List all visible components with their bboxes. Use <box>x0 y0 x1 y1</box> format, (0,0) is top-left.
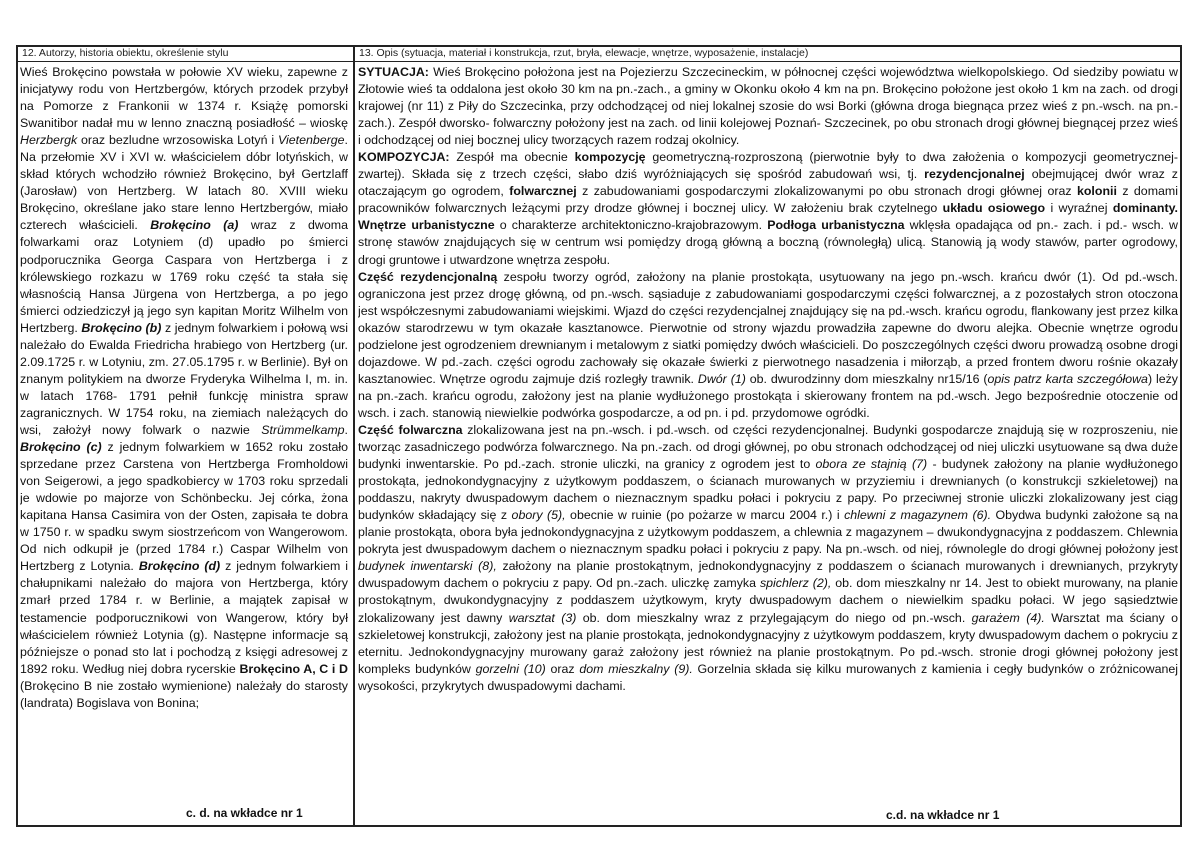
column-divider <box>353 45 355 827</box>
left-continuation-note: c. d. na wkładce nr 1 <box>186 806 303 820</box>
right-continuation-note: c.d. na wkładce nr 1 <box>886 808 1000 822</box>
farm-part-paragraph: Część folwarczna zlokalizowana jest na pn.-wsch. i pd.-wsch. od części rezydencjonalnej. Budynki gospodarcze znajdują się w rozproszeniu, nie tworząc zasadniczego podwórza folwarcznego. Na pn.-zach. od drogi głównej, po obu stronach odchodzącej od niej uliczki usytuowane są dwa duże budynki inwentarskie. Po pd.-zach. stronie uliczki, na granicy z ogrodem jest to obora ze stajnią (7) - budynek założony na planie wydłużonego prostokąta, jednokondygnacyjny z użytkowym poddaszem, o ścianach murowanych w przyziemiu i drewnianych (o konstrukcji szkieletowej) na poddaszu, nakryty dwuspadowym dachem o nieznacznym spadku połaci i pokryciu z papy. Po przeciwnej stronie uliczki zlokalizowany jest ciąg budynków składający się z obory (5), obecnie w ruinie (po pożarze w marcu 2004 r.) i chlewni z magazynem (6). Obydwa budynki założone są na planie prostokąta, obora była jednokondygnacyjna z użytkowym poddaszem, a chlewnia z magazynem – dwukondygnacyjna z poddaszem. Chlewnia pokryta jest dwuspadowym dachem o nieznacznym spadku połaci i pokryciu z papy. Na pn.-wsch. od niej, równolegle do drogi głównej położony jest budynek inwentarski (8), założony na planie prostokątnym, jednokondygnacyjny z poddaszem o ścianach murowanych i drewnianych, przykryty dwuspadowym dachem o pokryciu z papy. Od pn.-zach. uliczkę zamyka spichlerz (2), ob. dom mieszkalny nr 14. Jest to obiekt murowany, na planie prostokątnym, dwukondygnacyjny z poddaszem użytkowym, kryty dwuspadowym dachem o niewielkim spadku połaci. W jego sąsiedztwie zlokalizowany jest dawny warsztat (3) ob. dom mieszkalny wraz z przylegającym do niego od pn.-wsch. garażem (4). Warsztat ma ściany o szkieletowej konstrukcji, założony jest na planie prostokąta, jednokondygnacyjny z użytkowym poddaszem, kryty dwuspadowym dachem o pokryciu z eternitu. Jednokondygnacyjny murowany garaż założony jest również na planie prostokątnym. Po pd.-wsch. stronie drogi głównej położony jest kompleks budynków gorzelni (10) oraz dom mieszkalny (9). Gorzelnia składa się kilku murowanych z kamienia i cegły budynków o zróżnicowanej wysokości, przykrytych dwuspadowymi dachami. <box>358 422 1178 693</box>
history-text-column <box>20 64 348 808</box>
left-section-header: 12. Autorzy, historia obiektu, określenie stylu <box>22 47 229 59</box>
right-section-header: 13. Opis (sytuacja, materiał i konstrukcja, rzut, bryła, elewacje, wnętrze, wyposażenie, instalacje) <box>359 47 809 59</box>
right-header-rule <box>355 61 1180 62</box>
situation-paragraph: SYTUACJA: Wieś Brokęcino położona jest na Pojezierzu Szczecineckim, w północnej części województwa wielkopolskiego. Od siedziby powiatu w Złotowie wieś ta oddalona jest około 30 km na pn.-zach., a gminy w Okonku około 4 km na pn. Brokęcino położone jest około 1 km na zach. od drogi krajowej (nr 11) z Piły do Szczecinka, przy odchodzącej od niej lokalnej szosie do wsi Borki (główna droga biegnąca przez wieś z pn.-wsch. na pn.-zach.). Zespół dworsko- folwarczny położony jest na zach. od linii kolejowej Poznań- Szczecinek, po obu stronach drogi głównej biegnącej przez wieś i odchodzącej od niej bocznej ulicy tworzących razem rodzaj okolnicy. <box>358 65 1178 148</box>
residential-part-paragraph: Część rezydencjonalną zespołu tworzy ogród, założony na planie prostokąta, usytuowany na jego pn.-wsch. krańcu dwór (1). Od pd.-wsch. ograniczona jest przez drogę główną, od pn.-wsch. sąsiaduje z zabudowaniami gospodarczymi części folwarcznej, a z pozostałych stron otoczona jest współczesnymi zabudowaniami wiejskimi. Wjazd do części rezydencjalnej znajdujący się na pd.-wsch. krańcu ogrodu, flankowany jest przez kilka okazów starodrzewu w tym okazałe kasztanowce. Pierwotnie od strony wjazdu prowadziła zapewne do dworu alejka. Obecnie wnętrze ogrodu podzielone jest ogrodzeniem drewnianym i metalowym z siatki pomiędzy dwóch właścicieli. Do poszczególnych części dworu prowadzą osobne drogi dojazdowe. W pd.-zach. części ogrodu zachowały się okazałe świerki z pierwotnego nasadzenia i miłorząb, a przed frontem dworu rośnie okazały kasztanowiec. Wnętrze ogrodu zajmuje dziś rozległy trawnik. Dwór (1) ob. dwurodzinny dom mieszkalny nr15/16 (opis patrz karta szczegółowa) leży na pn.-zach. krańcu ogrodu, założony jest na planie wydłużonego prostokąta i skierowany frontem na pd.-wsch. Jego bezpośrednie otoczenie od wsch. i zach. stanowią niewielkie podwórka gospodarcze, a od pn. i pd. przydomowe ogródki. <box>358 269 1178 420</box>
description-text-column <box>358 64 1178 808</box>
left-header-rule <box>18 61 353 62</box>
history-paragraph: Wieś Brokęcino powstała w połowie XV wieku, zapewne z inicjatywy rodu von Hertzbergów, których przodek przybył na Pomorze z Frankonii w 1374 r. Książę pomorski Swanitibor nadał mu w lenno znaczną posiadłość – wioskę Herzbergk oraz bezludne wrzosowiska Lotyń i Vietenberge. Na przełomie XV i XVI w. właścicielem dóbr lotyńskich, w skład których wchodziło również Brokęcino, był Gertzlaff (Jarosław) von Hertzberg. W latach 80. XVIII wieku Brokęcino, określane jako stare lenno Hertzbergów, miało czterech właścicieli. Brokęcino (a) wraz z dwoma folwarkami oraz Lotyniem (d) upadło po śmierci podporucznika Georga Caspara von Hertzberga i z królewskiego rozkazu w 1769 roku część ta stała się własnością Hansa Jürgena von Hertzberga, a po jego śmierci odziedziczył ją jego syn kapitan Moritz Wilhelm von Hertzberg. Brokęcino (b) z jednym folwarkiem i połową wsi należało do Ewalda Friedricha hrabiego von Hertzberg (ur. 2.09.1725 r. w Lotyniu, zm. 27.05.1795 r. w Berlinie). Był on znanym politykiem na dworze Fryderyka Wilhelma I, m. in. w latach 1768- 1791 pełnił funkcję ministra spraw zagranicznych. W 1754 roku, na ziemiach należących do wsi, założył nowy folwark o nazwie Strümmelkamp. Brokęcino (c) z jednym folwarkiem w 1652 roku zostało sprzedane przez Carstena von Hertzberga Fromholdowi von Seigerowi, a jego spadkobiercy w 1703 roku sprzedali je wdowie po majorze von Schönbecku. Jej córka, żona kapitana Hansa Casimira von der Osten, zapisała te dobra w 1750 r. w spadku swym siostrzeńcom von Wangerowom. Od nich odkupił je (przed 1784 r.) Caspar Wilhelm von Hertzberg z Lotynia. Brokęcino (d) z jednym folwarkiem i chałupnikami należało do majora von Hertzberga, który zmarł przed 1784 r. w Berlinie, a majątek zapisał w testamencie podporucznikowi von Wangerow, który był właścicielem również Lotynia (g). Następne informacje są późniejsze o ponad sto lat i pochodzą z księgi adresowej z 1892 roku. Według niej dobra rycerskie Brokęcino A, C i D (Brokęcino B nie zostało wymienione) należały do starosty (landrata) Bogislava von Bonina; <box>20 65 348 710</box>
composition-paragraph: KOMPOZYCJA: Zespół ma obecnie kompozycję geometryczną-rozproszoną (pierwotnie były to dwa założenia o kompozycji geometrycznej-zwartej). Składa się z trzech części, słabo dziś wyróżniających się spośród zabudowań wsi, tj. rezydencjonalnej obejmującej dwór wraz z otaczającym go ogrodem, folwarcznej z zabudowaniami gospodarczymi zlokalizowanymi po obu stronach drogi głównej oraz kolonii z domami pracowników folwarcznych leżącymi przy drodze głównej i bocznej ulicy. W założeniu brak czytelnego układu osiowego i wyraźnej dominanty. Wnętrze urbanistyczne o charakterze architektoniczno-krajobrazowym. Podłoga urbanistyczna wklęsła opadająca od pn.- zach. i pd.- wsch. w stronę stawów znajdujących się w centrum wsi pomiędzy drogą główną a boczną (równoległą) ulicą. Stanowią ją wody stawów, parter ogrodowy, drogi gruntowe i utwardzone wnętrza zespołu. <box>358 150 1178 267</box>
